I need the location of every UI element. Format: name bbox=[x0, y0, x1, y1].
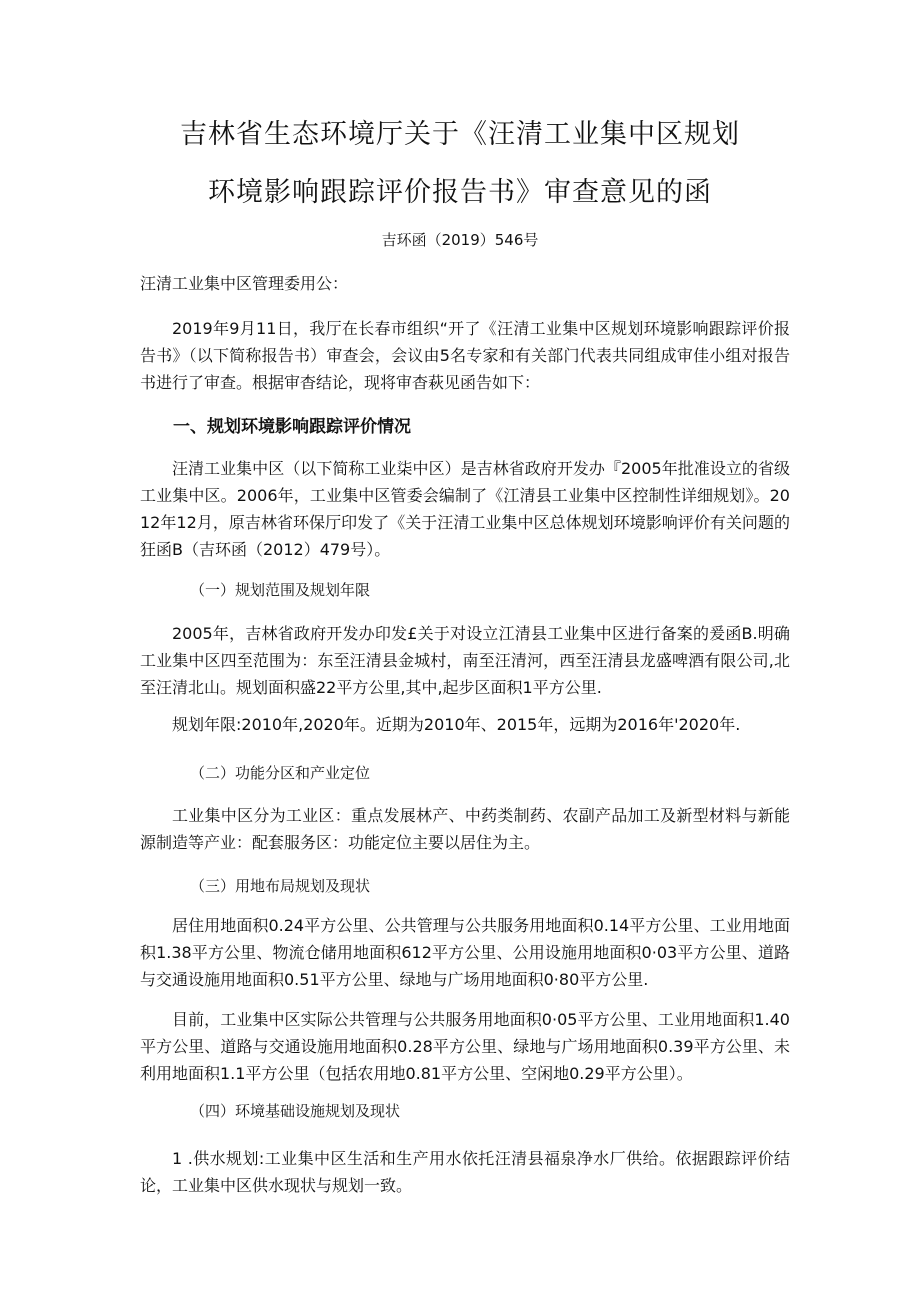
subsection-1-heading: （一）规划范围及规划年限 bbox=[190, 581, 371, 599]
intro-paragraph: 2019年9月11日，我厅在长春市组织“开了《汪清工业集中区规划环境影响跟踪评价报告书》（以下简称报告书）审查会，会议由5名专家和有关部门代表共同组成审佳小组对报告书进行了审查。根据审杳结论，现将审杳萩见函告如下： bbox=[140, 319, 790, 392]
section-1-heading: 一、规划环境影响跟踪评价情况 bbox=[173, 417, 411, 437]
subsection-3-paragraph-2: 目前，工业集中区实际公共管理与公共服务用地面积0·05平方公里、工业用地面积1.40平方公里、道路与交通设施用地面积0.28平方公里、绿地与广场用地面积0.39平方公里、未利用地面积1.1平方公里（包括农用地0.81平方公里、空闲地0.29平方公里）。 bbox=[140, 1010, 790, 1083]
subsection-4-heading: （四）环境基础设施规划及现状 bbox=[190, 1102, 401, 1120]
subsection-2-heading: （二）功能分区和产业定位 bbox=[190, 764, 371, 782]
addressee: 汪清工业集中区管理委用公： bbox=[140, 274, 349, 293]
subsection-2-paragraph: 工业集中区分为工业区：重点发展林产、中药类制药、农副产品加工及新型材料与新能源制造等产业：配套服务区：功能定位主要以居住为主。 bbox=[140, 806, 790, 852]
subsection-4-paragraph: 1 .供水规划:工业集中区生活和生产用水依托汪清县福泉净水厂供给。依据跟踪评价结论，工业集中区供水现状与规划一致。 bbox=[140, 1149, 790, 1195]
document-number: 吉环函（2019）546号 bbox=[381, 231, 539, 249]
document-title-line-1: 吉林省生态环境厅关于《汪清工业集中区规划 bbox=[180, 119, 740, 150]
document-title-line-2: 环境影响跟踪评价报告书》审查意见的函 bbox=[208, 177, 712, 208]
section-1-paragraph: 汪清工业集中区（以下简称工业柒中区）是吉林省政府开发办『2005年批准设立的省级工业集中区。2006年，工业集中区管委会编制了《江清县工业集中区控制性详细规划》。2012年12月，原吉林省环保厅印发了《关于汪清工业集中区总体规划环境影响评价有关问题的狂函B（吉环函（2012）479号）。 bbox=[140, 459, 790, 559]
subsection-1-paragraph-1: 2005年，吉林省政府开发办印发£关于对设立江清县工业集中区进行备案的爰函B.明确工业集中区四至范围为：东至汪清县金城村，南至汪清河，西至汪清县龙盛啤酒有限公司,北至汪清北山。规划面积盛22平方公里,其中,起步区面积1平方公里. bbox=[140, 624, 790, 697]
subsection-3-paragraph-1: 居住用地面积0.24平方公里、公共管理与公共服务用地面积0.14平方公里、工业用地面积1.38平方公里、物流仓储用地面积612平方公里、公用设施用地面积0·03平方公里、道路与交通设施用地面积0.51平方公里、绿地与广场用地面积0·80平方公里. bbox=[140, 916, 790, 989]
subsection-3-heading: （三）用地布局规划及现状 bbox=[190, 877, 371, 895]
subsection-1-paragraph-2: 规划年限:2010年,2020年。近期为2010年、2015年，远期为2016年'2020年. bbox=[172, 715, 741, 734]
